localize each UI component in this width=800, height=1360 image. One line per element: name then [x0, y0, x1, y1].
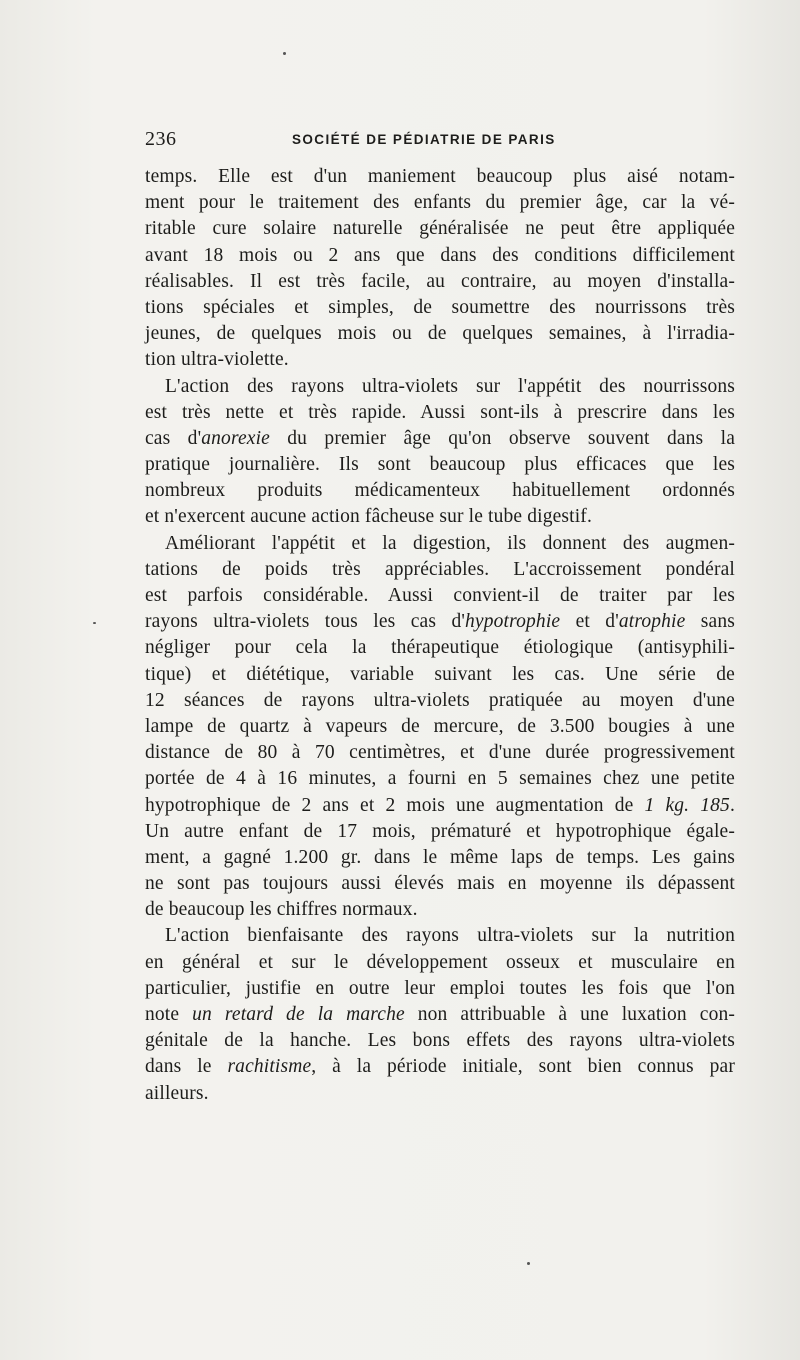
text-line: et n'exercent aucune action fâcheuse sur le tube digestif.: [145, 506, 592, 528]
text-line: est très nette et très rapide. Aussi sont-ils à prescrire dans les: [145, 401, 735, 423]
text-line: de beaucoup les chiffres normaux.: [145, 899, 418, 921]
text-line: note un retard de la marche non attribuable à une luxation con-: [145, 1004, 736, 1025]
scan-speck: [283, 52, 286, 55]
text-line: génitale de la hanche. Les bons effets des rayons ultra-violets: [145, 1030, 735, 1052]
page-header: [145, 128, 735, 158]
italic-term: atrophie: [618, 611, 686, 633]
italic-term: 1 kg. 185: [644, 794, 730, 816]
text-line: tion ultra-violette.: [145, 349, 289, 371]
text-line: ne sont pas toujours aussi élevés mais en moyenne ils dépassent: [145, 873, 735, 895]
page-number: 236: [145, 128, 177, 150]
text-line: portée de 4 à 16 minutes, a fourni en 5 semaines chez une petite: [145, 768, 735, 790]
running-head: SOCIÉTÉ DE PÉDIATRIE DE PARIS: [292, 132, 556, 147]
text-line: hypotrophique de 2 ans et 2 mois une augmentation de 1 kg. 185.: [145, 794, 735, 816]
scan-speck: [93, 622, 96, 624]
text-line: pratique journalière. Ils sont beaucoup plus efficaces que les: [145, 454, 735, 476]
paragraph: [145, 374, 735, 531]
scan-speck: [527, 1262, 530, 1265]
text-line: ritable cure solaire naturelle généralisée ne peut être appliquée: [145, 218, 735, 240]
text-line: tique) et diététique, variable suivant les cas. Une série de: [145, 663, 735, 685]
text-line: Un autre enfant de 17 mois, prématuré et hypotrophique égale-: [145, 820, 735, 842]
text-line: L'action bienfaisante des rayons ultra-violets sur la nutrition: [165, 925, 735, 947]
text-line: Améliorant l'appétit et la digestion, ils donnent des augmen-: [165, 532, 735, 554]
paragraph: [145, 164, 735, 374]
body-text: [145, 164, 735, 1107]
text-line: réalisables. Il est très facile, au contraire, au moyen d'installa-: [145, 270, 735, 292]
paragraph: [145, 531, 735, 924]
text-line: négliger pour cela la thérapeutique étiologique (antisyphili-: [145, 637, 735, 659]
text-line: en général et sur le développement osseux et musculaire en: [145, 951, 735, 973]
text-line: nombreux produits médicamenteux habituellement ordonnés: [145, 480, 735, 502]
text-line: distance de 80 à 70 centimètres, et d'une durée progressivement: [145, 742, 735, 764]
text-line: cas d'anorexie du premier âge qu'on observe souvent dans la: [145, 427, 736, 449]
text-line: dans le rachitisme, à la période initiale, sont bien connus par: [145, 1056, 735, 1078]
text-line: 12 séances de rayons ultra-violets pratiquée au moyen d'une: [145, 689, 735, 711]
text-line: tions spéciales et simples, de soumettre des nourrissons très: [145, 296, 735, 318]
text-line: L'action des rayons ultra-violets sur l'appétit des nourrissons: [165, 375, 735, 397]
text-line: temps. Elle est d'un maniement beaucoup plus aisé notam-: [145, 166, 735, 187]
text-line: particulier, justifie en outre leur emploi toutes les fois que l'on: [145, 977, 735, 999]
text-line: est parfois considérable. Aussi convient-il de traiter par les: [145, 585, 735, 606]
paragraph: [145, 923, 735, 1106]
italic-term: anorexie: [201, 427, 270, 449]
text-line: avant 18 mois ou 2 ans que dans des conditions difficilement: [145, 244, 735, 266]
text-line: jeunes, de quelques mois ou de quelques semaines, à l'irradia-: [145, 323, 735, 345]
text-line: ailleurs.: [145, 1082, 209, 1104]
italic-term: un retard de la marche: [192, 1004, 405, 1025]
text-line: lampe de quartz à vapeurs de mercure, de 3.500 bougies à une: [145, 715, 735, 737]
italic-term: rachitisme: [227, 1056, 312, 1078]
text-line: ment pour le traitement des enfants du premier âge, car la vé-: [145, 192, 735, 214]
text-line: tations de poids très appréciables. L'accroissement pondéral: [145, 558, 735, 580]
text-line: rayons ultra-violets tous les cas d'hypotrophie et d'atrophie sans: [145, 611, 735, 633]
italic-term: hypotrophie: [465, 611, 561, 633]
text-line: ment, a gagné 1.200 gr. dans le même laps de temps. Les gains: [145, 846, 735, 868]
